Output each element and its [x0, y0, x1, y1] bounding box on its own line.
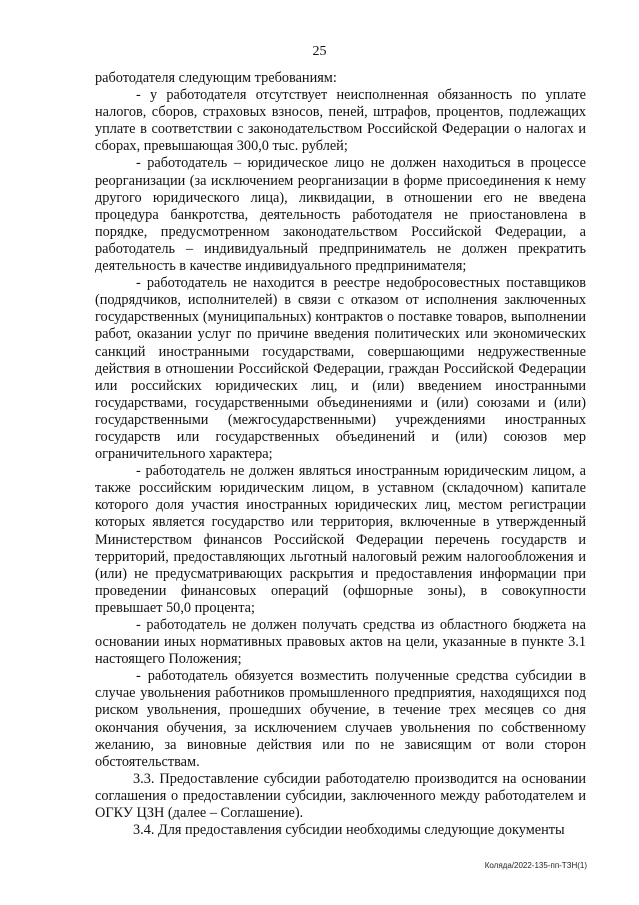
- document-code: Коляда/2022-135-пп-ТЗН(1): [484, 861, 587, 870]
- clause-3-3: 3.3. Предоставление субсидии работодателю производится на основании соглашения о предоставлении субсидии, заключенного между работодателем и ОГКУ ЦЗН (далее – Соглашение).: [95, 770, 586, 822]
- requirement-item-budget-funds: - работодатель не должен получать средства из областного бюджета на основании иных нормативных правовых актов на цели, указанные в пункте 3.1 настоящего Положения;: [95, 617, 586, 668]
- requirement-item-registry: - работодатель не находится в реестре недобросовестных поставщиков (подрядчиков, исполнителей) в связи с отказом от исполнения заключенных государственных (муниципальных) контрактов о поставке товаров, выполнении работ, оказании услуг по причине введения политических или экономических санкций иностранными государствами, совершающими недружественные действия в отношении Российской Федерации, граждан Российской Федерации или российских юридических лиц, и (или) введением иностранными государствами, государственными объединениями и (или) союзами и (или) государственными (межгосударственными) учреждениями иностранных государств или государственных объединений и (или) союзов мер ограничительного характера;: [95, 275, 586, 463]
- document-body: [95, 70, 586, 839]
- requirement-item-foreign-entity: - работодатель не должен являться иностранным юридическим лицом, а также российским юридическим лицом, в уставном (складочном) капитале которого доля участия иностранных юридических лиц, местом регистрации которых является государство или территория, включенные в утвержденный Министерством финансов Российской Федерации перечень государств и территорий, предоставляющих льготный налоговый режим налогообложения и (или) не предусматривающих раскрытия и предоставления информации при проведении финансовых операций (офшорные зоны), в совокупности превышает 50,0 процента;: [95, 463, 586, 616]
- requirement-item-taxes: - у работодателя отсутствует неисполненная обязанность по уплате налогов, сборов, страховых взносов, пеней, штрафов, процентов, подлежащих уплате в соответствии с законодательством Российской Федерации о налогах и сборах, превышающая 300,0 тыс. рублей;: [95, 87, 586, 155]
- page-number: 25: [312, 44, 327, 59]
- paragraph-intro: работодателя следующим требованиям:: [95, 70, 337, 86]
- requirement-item-reorganization: - работодатель – юридическое лицо не должен находиться в процессе реорганизации (за исключением реорганизации в форме присоединения к нему другого юридического лица), ликвидации, в отношении его не введена процедура банкротства, деятельность работодателя не приостановлена в порядке, предусмотренном законодательством Российской Федерации, а работодатель – индивидуальный предприниматель не должен прекратить деятельность в качестве индивидуального предпринимателя;: [95, 155, 586, 275]
- clause-3-4: 3.4. Для предоставления субсидии необходимы следующие документы: [133, 822, 565, 839]
- requirement-item-refund: - работодатель обязуется возместить полученные средства субсидии в случае увольнения работников промышленного предприятия, находящихся под риском увольнения, прошедших обучение, в течение трех месяцев со дня окончания обучения, за исключением случаев увольнения по собственному желанию, за виновные действия или по не зависящим от воли сторон обстоятельствам.: [95, 668, 586, 770]
